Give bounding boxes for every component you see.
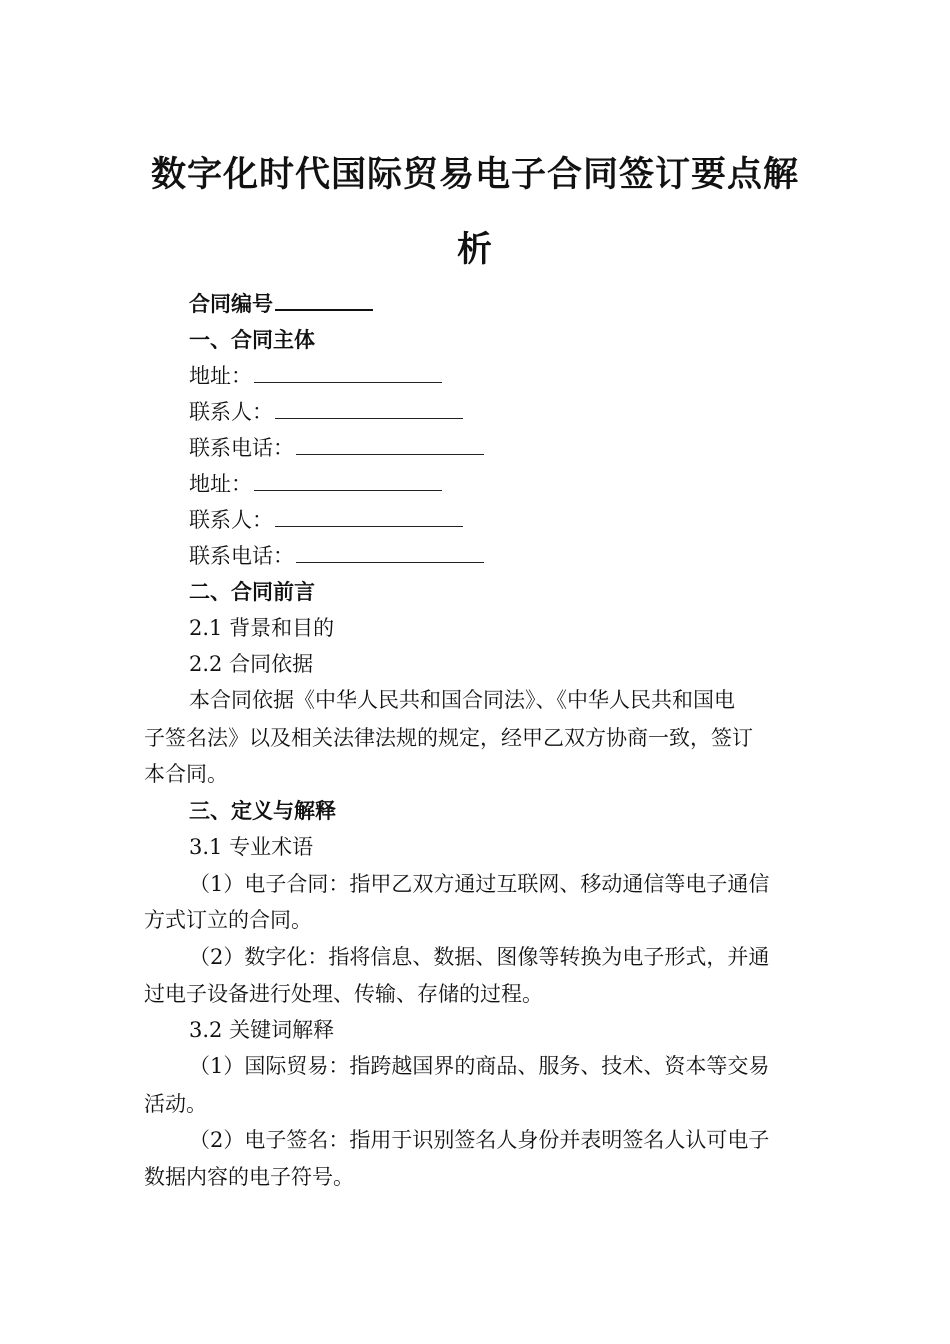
address-blank (254, 364, 442, 383)
field-label: 联系电话： (189, 436, 294, 460)
section-3-heading: 三、定义与解释 (189, 799, 336, 823)
basis-paragraph-line-3: 本合同。 (144, 762, 228, 786)
definition-2-line-2: 过电子设备进行处理、传输、存储的过程。 (144, 982, 543, 1006)
contract-number-blank (275, 291, 373, 311)
document-title-line-2: 析 (456, 230, 493, 270)
definition-4-line-1: （2）电子签名：指用于识别签名人身份并表明签名人认可电子 (189, 1128, 770, 1152)
field-label: 地址： (189, 472, 252, 496)
party-b-phone-row (189, 542, 484, 570)
party-b-contact-row (189, 506, 463, 534)
field-label: 联系电话： (189, 544, 294, 568)
address-blank (254, 472, 442, 491)
field-label: 地址： (189, 364, 252, 388)
party-a-phone-row (189, 434, 484, 462)
section-1-heading: 一、合同主体 (189, 328, 315, 352)
party-b-address-row (189, 470, 442, 498)
phone-blank (296, 436, 484, 455)
field-label: 联系人： (189, 508, 273, 532)
party-a-contact-row (189, 398, 463, 426)
section-3-sub-1: 3.1 专业术语 (189, 835, 314, 859)
basis-paragraph-line-2: 子签名法》以及相关法律法规的规定，经甲乙双方协商一致，签订 (144, 726, 753, 750)
section-3-sub-2: 3.2 关键词解释 (189, 1018, 335, 1042)
basis-paragraph-line-1: 本合同依据《中华人民共和国合同法》、《中华人民共和国电 (189, 688, 735, 712)
definition-3-line-1: （1）国际贸易：指跨越国界的商品、服务、技术、资本等交易 (189, 1054, 770, 1078)
contract-number-label: 合同编号 (189, 292, 273, 316)
party-a-address-row (189, 362, 442, 390)
contract-number-row (189, 290, 373, 318)
definition-3-line-2: 活动。 (144, 1092, 207, 1116)
document-title-line-1: 数字化时代国际贸易电子合同签订要点解 (150, 155, 799, 195)
definition-1-line-1: （1）电子合同：指甲乙双方通过互联网、移动通信等电子通信 (189, 872, 770, 896)
definition-1-line-2: 方式订立的合同。 (144, 908, 312, 932)
definition-4-line-2: 数据内容的电子符号。 (144, 1165, 354, 1189)
section-2-item-1: 2.1 背景和目的 (189, 616, 335, 640)
contact-blank (275, 508, 463, 527)
section-2-heading: 二、合同前言 (189, 580, 315, 604)
phone-blank (296, 544, 484, 563)
definition-2-line-1: （2）数字化：指将信息、数据、图像等转换为电子形式，并通 (189, 945, 770, 969)
field-label: 联系人： (189, 400, 273, 424)
section-2-item-2: 2.2 合同依据 (189, 652, 314, 676)
contact-blank (275, 400, 463, 419)
